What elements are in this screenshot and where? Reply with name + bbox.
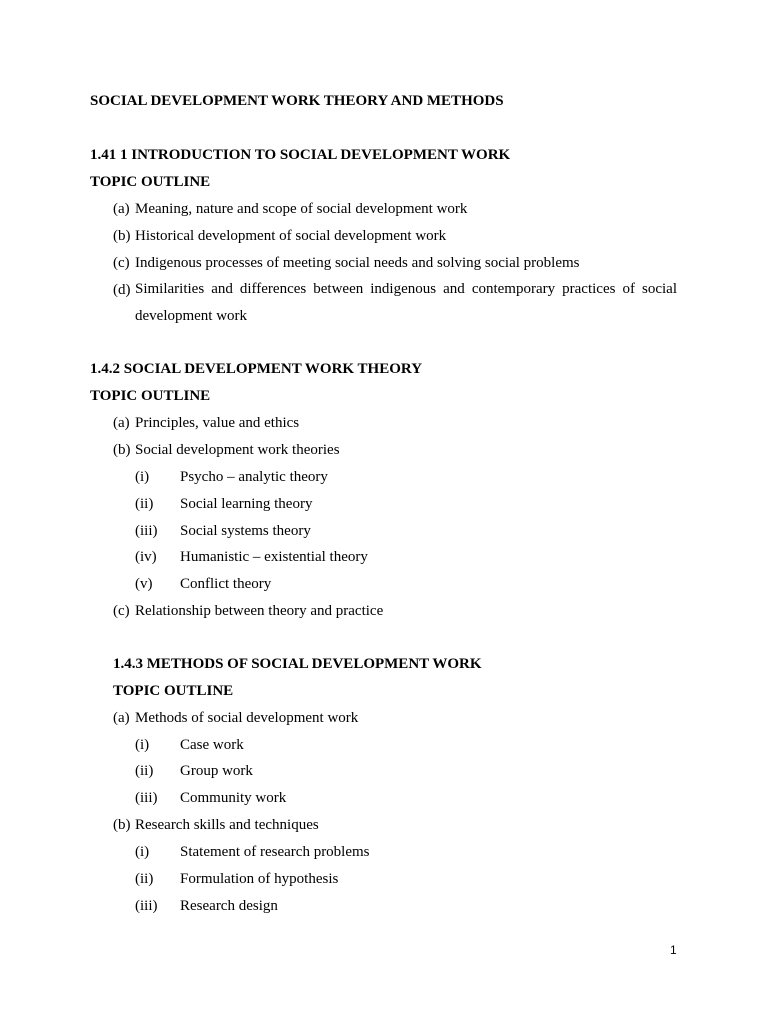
list-item-text: Research skills and techniques: [135, 817, 319, 833]
list-item: [0, 815, 768, 835]
list-marker: (b): [113, 817, 131, 833]
sub-list-item-text: Conflict theory: [180, 576, 272, 592]
sub-list-marker: (iv): [135, 549, 157, 565]
topic-outline-label: TOPIC OUTLINE: [113, 683, 234, 699]
sub-list-marker: (i): [135, 737, 150, 753]
list-marker: (a): [113, 201, 130, 217]
sub-list-marker: (i): [135, 469, 150, 485]
sub-list-item-text: Group work: [180, 763, 253, 779]
list-item: [0, 226, 768, 246]
sub-list-marker: (ii): [135, 763, 154, 779]
list-item-text: Similarities and differences between indigenous and contemporary practices of social development work: [135, 281, 677, 324]
list-item-text: Methods of social development work: [135, 710, 359, 726]
sub-list-marker: (iii): [135, 523, 158, 539]
sub-list-item-text: Social learning theory: [180, 496, 313, 512]
sub-list-marker: (iii): [135, 898, 158, 914]
sub-list-item: [0, 547, 768, 567]
sub-list-marker: (ii): [135, 871, 154, 887]
sub-list-item: [0, 788, 768, 808]
list-item: [0, 199, 768, 219]
list-item-text: Social development work theories: [135, 442, 340, 458]
topic-outline-label: TOPIC OUTLINE: [90, 174, 211, 190]
list-item: [0, 280, 768, 324]
section-heading-theory: 1.4.2 SOCIAL DEVELOPMENT WORK THEORY: [90, 361, 423, 377]
list-item-text: Historical development of social development work: [135, 228, 447, 244]
sub-list-item: [0, 467, 768, 487]
document-title: SOCIAL DEVELOPMENT WORK THEORY AND METHODS: [90, 93, 504, 109]
list-marker: (b): [113, 228, 131, 244]
list-item-text: Relationship between theory and practice: [135, 603, 384, 619]
sub-list-marker: (v): [135, 576, 153, 592]
sub-list-item-text: Community work: [180, 790, 287, 806]
list-marker: (c): [113, 603, 130, 619]
list-item-text: Principles, value and ethics: [135, 415, 300, 431]
sub-list-item: [0, 735, 768, 755]
sub-list-item: [0, 761, 768, 781]
sub-list-item: [0, 494, 768, 514]
sub-list-item-text: Formulation of hypothesis: [180, 871, 339, 887]
sub-list-item: [0, 896, 768, 916]
list-item-text: Indigenous processes of meeting social needs and solving social problems: [135, 255, 580, 271]
list-item: [0, 253, 768, 273]
sub-list-item-text: Social systems theory: [180, 523, 311, 539]
list-item: [0, 440, 768, 460]
sub-list-item-text: Humanistic – existential theory: [180, 549, 368, 565]
sub-list-item: [0, 842, 768, 862]
sub-list-marker: (ii): [135, 496, 154, 512]
list-item-text: Meaning, nature and scope of social development work: [135, 201, 468, 217]
sub-list-item-text: Statement of research problems: [180, 844, 370, 860]
topic-outline-label: TOPIC OUTLINE: [90, 388, 211, 404]
sub-list-item: [0, 521, 768, 541]
sub-list-item: [0, 574, 768, 594]
section-heading-methods: 1.4.3 METHODS OF SOCIAL DEVELOPMENT WORK: [113, 656, 482, 672]
list-marker: (a): [113, 415, 130, 431]
sub-list-marker: (i): [135, 844, 150, 860]
list-marker: (c): [113, 255, 130, 271]
sub-list-item-text: Psycho – analytic theory: [180, 469, 328, 485]
list-marker: (a): [113, 710, 130, 726]
list-marker: (b): [113, 442, 131, 458]
list-marker: (d): [113, 282, 131, 298]
list-item: [0, 708, 768, 728]
sub-list-marker: (iii): [135, 790, 158, 806]
sub-list-item-text: Case work: [180, 737, 244, 753]
sub-list-item-text: Research design: [180, 898, 278, 914]
sub-list-item: [0, 869, 768, 889]
section-heading-introduction: 1.41 1 INTRODUCTION TO SOCIAL DEVELOPMENT WORK: [90, 147, 511, 163]
list-item: [0, 601, 768, 621]
page-number: 1: [670, 943, 677, 957]
list-item: [0, 413, 768, 433]
